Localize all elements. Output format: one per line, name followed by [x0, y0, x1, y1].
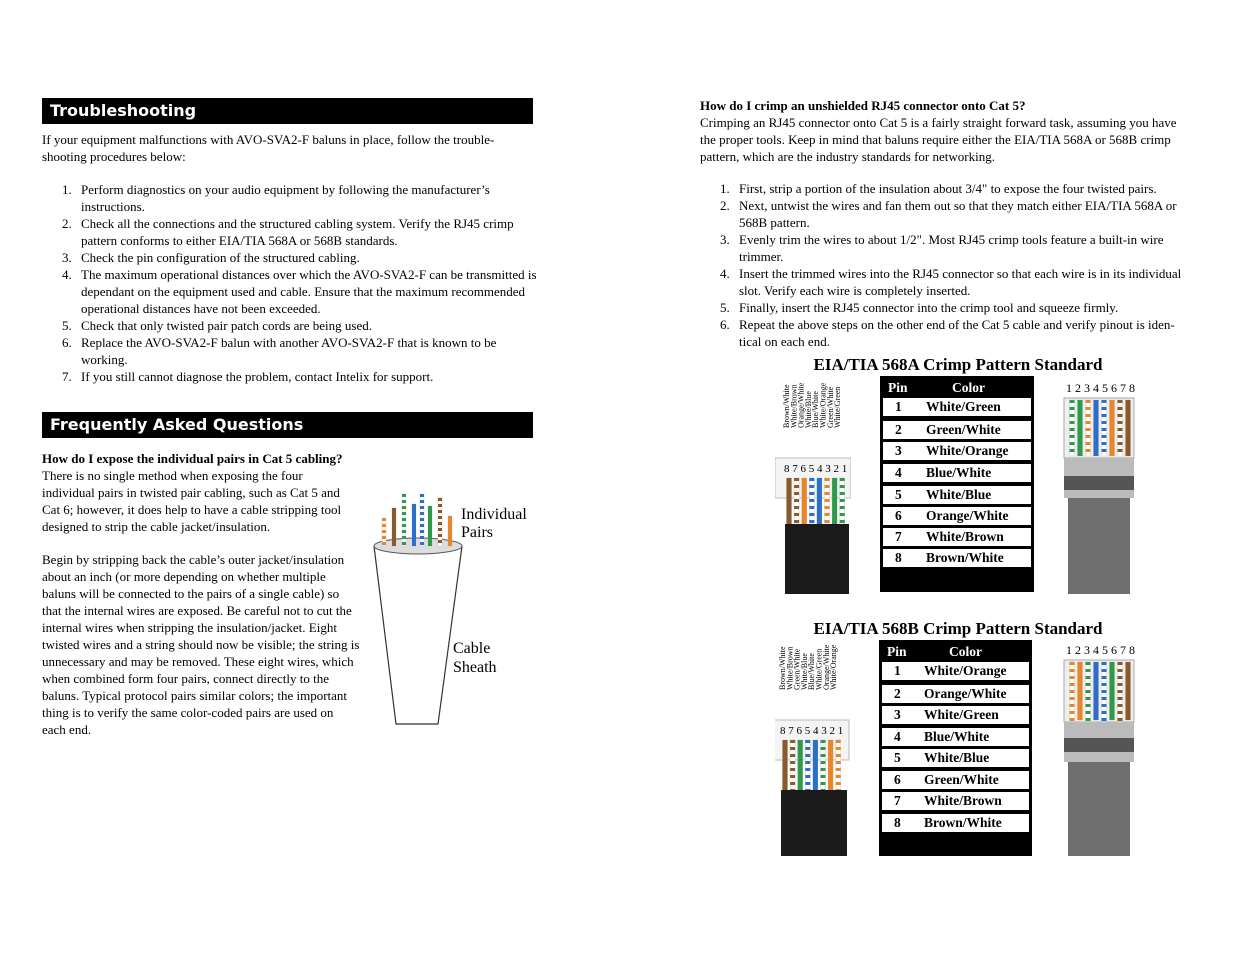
individual-pairs-label-2: Pairs [461, 524, 493, 541]
table-row: 2 Orange/White [882, 685, 1029, 703]
std-568a-title: EIA/TIA 568A Crimp Pattern Standard [813, 355, 1103, 374]
list-item: 1. Perform diagnostics on your audio equipment by following the manufacturer’s instructions. [62, 182, 490, 214]
table-row: 7 White/Brown [883, 528, 1031, 546]
568a-pin-numbers-right: 1 2 3 4 5 6 7 8 [1066, 381, 1135, 395]
wire-label: Blue/White [811, 391, 821, 428]
568a-right-plug [1060, 378, 1140, 594]
568a-right-cable [1068, 498, 1130, 594]
wire-label: Orange/White [796, 382, 806, 428]
table-row: 5 White/Blue [882, 749, 1029, 767]
table-row: 2 Green/White [883, 421, 1031, 439]
list-item: 5. Finally, insert the RJ45 connector into the crimp tool and squeeze firmly. [720, 300, 1119, 315]
faq-heading: Frequently Asked Questions [42, 412, 533, 438]
568b-right-plug [1060, 642, 1140, 856]
table-row: 7 White/Brown [882, 792, 1029, 810]
wire-label: White/Brown [785, 646, 795, 690]
wire-label: White/Orange [829, 644, 839, 690]
std-568b-title: EIA/TIA 568B Crimp Pattern Standard [813, 619, 1103, 638]
568b-right-cable [1068, 762, 1130, 856]
list-item: 4. Insert the trimmed wires into the RJ45 connector so that each wire is in its individual slot. Verify each wire is completely inserted. [720, 266, 1182, 298]
crimp-question: How do I crimp an unshielded RJ45 connector onto Cat 5? [700, 98, 1026, 113]
faq-question-1: How do I expose the individual pairs in Cat 5 cabling? [42, 451, 343, 466]
table-row: 6 Green/White [882, 771, 1029, 789]
crimp-steps [700, 180, 1195, 350]
cable-illustration [370, 488, 532, 728]
568b-wire-labels [778, 644, 838, 690]
faq-answer-1b: Begin by stripping back the cable’s outer jacket/insulation about an inch (or more depending on whether multiple baluns will be connected to the pairs of a single cable) so that the internal wires are exposed. Be careful not to cut the internal wires when stripping the insulation/jacket. Eight twisted wires and a string should now be visible; the string is unnecessary and may be removed. These eight wires, which when combined form four pairs, connect directly to the baluns. Typical protocol pairs similar colors; the important thing is to verify the same color-coded pairs are used on each end. [42, 552, 360, 737]
wire-label: White/Green [833, 386, 843, 428]
wire-label: Brown/White [782, 384, 791, 428]
568a-color-header: Color [952, 380, 985, 395]
cable-sheath-label: Cable [453, 640, 491, 657]
568b-left-cable [781, 790, 847, 856]
568b-left-plug [775, 636, 851, 856]
troubleshooting-heading: Troubleshooting [42, 98, 533, 124]
wire-label: White/Orange [818, 382, 828, 428]
568b-color-header: Color [949, 644, 982, 659]
568a-pin-table [880, 376, 1034, 592]
table-row: 3 White/Orange [883, 442, 1031, 460]
568b-pin-table [879, 640, 1032, 856]
crimp-intro: Crimping an RJ45 connector onto Cat 5 is a fairly straight forward task, assuming you have the proper tools. Keep in mind that baluns require either the EIA/TIA 568A or 568B crimp pattern, which are the industry standards for networking. [700, 115, 1177, 164]
list-item: 7. If you still cannot diagnose the problem, contact Intelix for support. [62, 369, 434, 384]
568a-left-cable [785, 524, 849, 594]
568b-pin-numbers-left: 8 7 6 5 4 3 2 1 [780, 725, 844, 737]
568b-pin-numbers-right: 1 2 3 4 5 6 7 8 [1066, 643, 1135, 657]
table-row: 8 Brown/White [883, 549, 1031, 567]
list-item: 3. Evenly trim the wires to about 1/2". Most RJ45 crimp tools feature a built-in wire trimmer. [720, 232, 1164, 264]
troubleshooting-intro: If your equipment malfunctions with AVO-SVA2-F baluns in place, follow the trouble-shooting procedures below: [42, 132, 495, 164]
list-item: 6. Replace the AVO-SVA2-F balun with another AVO-SVA2-F that is known to be working. [62, 335, 497, 367]
wire-label: Green/White [792, 648, 802, 690]
568a-pin-header: Pin [888, 380, 908, 395]
wire-label: White/Blue [803, 391, 813, 428]
table-row: 5 White/Blue [883, 486, 1031, 504]
568a-wire-labels [782, 382, 842, 428]
wire-label: White/Blue [799, 653, 809, 690]
list-item: 2. Check all the connections and the structured cabling system. Verify the RJ45 crimp pattern conforms to either EIA/TIA 568A or 568B standards. [62, 216, 514, 248]
cable-sheath-shape [374, 546, 462, 724]
wire-label: Orange/White [821, 644, 831, 690]
table-row: 4 Blue/White [882, 728, 1029, 746]
list-item: 2. Next, untwist the wires and fan them out so that they match either EIA/TIA 568A or 568B pattern. [720, 198, 1177, 230]
table-row: 6 Orange/White [883, 507, 1031, 525]
troubleshooting-steps [42, 181, 537, 385]
wire-label: Green/White [825, 386, 835, 428]
wire-label: Brown/White [778, 646, 787, 690]
individual-pairs-label: Individual [461, 506, 527, 523]
table-row: 1 White/Green [883, 398, 1031, 416]
table-row: 8 Brown/White [882, 814, 1029, 832]
568a-left-plug [775, 372, 851, 594]
wire-label: Blue/White [807, 653, 817, 690]
faq-answer-1a: There is no single method when exposing the four individual pairs in twisted pair cabling, such as Cat 5 and Cat 6; however, it does help to have a cable stripping tool designed to strip the cable jacket/insulation. [42, 468, 342, 534]
table-row: 3 White/Green [882, 706, 1029, 724]
list-item: 5. Check that only twisted pair patch cords are being used. [62, 318, 372, 333]
568a-pin-numbers-left: 8 7 6 5 4 3 2 1 [784, 463, 848, 475]
cable-sheath-label-2: Sheath [453, 659, 497, 676]
568b-pin-header: Pin [887, 644, 907, 659]
list-item: 1. First, strip a portion of the insulation about 3/4" to expose the four twisted pairs. [720, 181, 1157, 196]
list-item: 6. Repeat the above steps on the other end of the Cat 5 cable and verify pinout is iden-tical on each end. [720, 317, 1175, 349]
list-item: 4. The maximum operational distances over which the AVO-SVA2-F can be transmitted is dependant on the equipment used and cable. Ensure that the maximum recommended operational distances have not been exceeded. [62, 267, 537, 316]
wire-label: White/Brown [789, 384, 799, 428]
wire-label: White/Green [814, 648, 824, 690]
list-item: 3. Check the pin configuration of the structured cabling. [62, 250, 360, 265]
table-row: 4 Blue/White [883, 464, 1031, 482]
table-row: 1 White/Orange [882, 662, 1029, 680]
